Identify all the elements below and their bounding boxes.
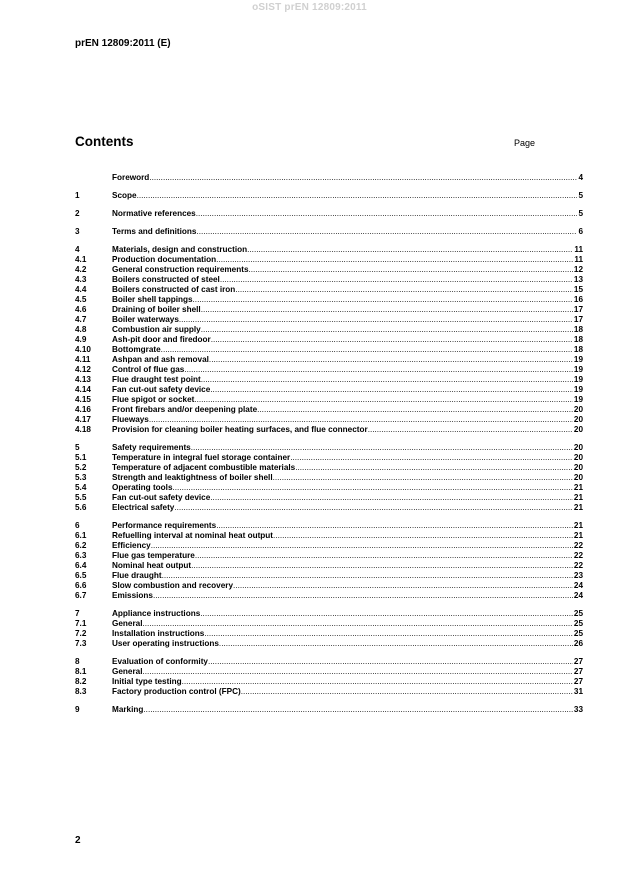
- toc-entry-title: Flue draught test point: [112, 375, 201, 384]
- watermark: oSIST prEN 12809:2011: [252, 2, 367, 13]
- toc-entry-number: 4.14: [75, 385, 91, 394]
- toc-entry-number: 4.17: [75, 415, 91, 424]
- toc-entry-page: 20: [573, 443, 583, 452]
- toc-entry-page: 18: [573, 335, 583, 344]
- toc-entry-title: Front firebars and/or deepening plate: [112, 405, 258, 414]
- toc-leader-dots: [143, 619, 573, 629]
- toc-leader-dots: [368, 425, 573, 435]
- toc-entry[interactable]: [75, 425, 583, 435]
- toc-leader-dots: [241, 687, 573, 697]
- toc-entry[interactable]: [75, 677, 583, 687]
- toc-entry-page: 19: [573, 375, 583, 384]
- toc-entry-number: 5.6: [75, 503, 87, 512]
- toc-leader-dots: [201, 325, 573, 335]
- toc-leader-dots: [209, 355, 573, 365]
- toc-entry-page: 16: [573, 295, 583, 304]
- toc-leader-dots: [204, 629, 573, 639]
- toc-entry-page: 33: [573, 705, 583, 714]
- toc-entry-number: 8: [75, 657, 80, 666]
- toc-leader-dots: [162, 571, 573, 581]
- toc-entry-page: 20: [573, 425, 583, 434]
- toc-entry-number: 3: [75, 227, 80, 236]
- toc-entry-page: 24: [573, 581, 583, 590]
- toc-entry-title: Evaluation of conformity: [112, 657, 208, 666]
- toc-entry-number: 5.3: [75, 473, 87, 482]
- toc-entry-page: 21: [573, 493, 583, 502]
- toc-leader-dots: [191, 443, 573, 453]
- table-of-contents: [75, 173, 583, 715]
- toc-entry-title: Flue gas temperature: [112, 551, 195, 560]
- toc-entry-page: 19: [573, 355, 583, 364]
- toc-leader-dots: [195, 551, 573, 561]
- toc-entry-page: 12: [573, 265, 583, 274]
- toc-entry-number: 9: [75, 705, 80, 714]
- toc-entry-title: Electrical safety: [112, 503, 175, 512]
- toc-entry[interactable]: [75, 245, 583, 255]
- toc-entry-title: Temperature of adjacent combustible materials: [112, 463, 296, 472]
- toc-entry-page: 27: [573, 657, 583, 666]
- toc-leader-dots: [149, 415, 573, 425]
- toc-entry-page: 5: [578, 209, 583, 218]
- toc-entry[interactable]: [75, 443, 583, 453]
- toc-entry-title: General: [112, 667, 143, 676]
- toc-entry-title: Factory production control (FPC): [112, 687, 241, 696]
- toc-entry[interactable]: [75, 705, 583, 715]
- toc-entry-page: 21: [573, 521, 583, 530]
- toc-entry[interactable]: [75, 335, 583, 345]
- toc-entry-page: 25: [573, 629, 583, 638]
- toc-leader-dots: [200, 609, 573, 619]
- toc-entry[interactable]: [75, 355, 583, 365]
- toc-entry-title: General: [112, 619, 143, 628]
- toc-entry-number: 6.2: [75, 541, 87, 550]
- toc-entry-page: 24: [573, 591, 583, 600]
- toc-leader-dots: [193, 295, 573, 305]
- toc-entry-number: 7.1: [75, 619, 87, 628]
- toc-entry[interactable]: [75, 561, 583, 571]
- toc-entry-title: Performance requirements: [112, 521, 217, 530]
- toc-entry[interactable]: [75, 305, 583, 315]
- toc-entry[interactable]: [75, 209, 583, 219]
- toc-entry[interactable]: [75, 255, 583, 265]
- toc-entry[interactable]: [75, 483, 583, 493]
- toc-leader-dots: [247, 245, 573, 255]
- toc-entry-title: Initial type testing: [112, 677, 182, 686]
- toc-entry-number: 4.4: [75, 285, 87, 294]
- toc-leader-dots: [216, 255, 573, 265]
- toc-leader-dots: [179, 315, 573, 325]
- toc-leader-dots: [151, 541, 573, 551]
- toc-entry-title: Normative references: [112, 209, 196, 218]
- page-number: 2: [75, 835, 81, 846]
- toc-entry-title: Boilers constructed of steel: [112, 275, 220, 284]
- toc-entry-number: 4.8: [75, 325, 87, 334]
- toc-entry-title: Temperature in integral fuel storage container: [112, 453, 291, 462]
- toc-group-gap: [75, 649, 583, 657]
- toc-entry-number: 4.12: [75, 365, 91, 374]
- toc-leader-dots: [196, 227, 577, 237]
- toc-entry[interactable]: [75, 295, 583, 305]
- page-column-label: Page: [514, 138, 536, 148]
- toc-entry-number: 4.13: [75, 375, 91, 384]
- toc-entry-title: General construction requirements: [112, 265, 249, 274]
- toc-leader-dots: [137, 191, 578, 201]
- toc-entry-page: 22: [573, 551, 583, 560]
- toc-group-gap: [75, 601, 583, 609]
- toc-group-gap: [75, 435, 583, 443]
- toc-entry-title: Marking: [112, 705, 144, 714]
- toc-entry[interactable]: [75, 531, 583, 541]
- toc-entry-title: Production documentation: [112, 255, 217, 264]
- toc-entry[interactable]: [75, 687, 583, 697]
- toc-entry-page: 25: [573, 619, 583, 628]
- toc-entry-number: 6.5: [75, 571, 87, 580]
- toc-entry[interactable]: [75, 619, 583, 629]
- toc-entry-number: 8.1: [75, 667, 87, 676]
- toc-entry[interactable]: [75, 609, 583, 619]
- toc-entry-page: 17: [573, 315, 583, 324]
- toc-entry-title: Fan cut-out safety device: [112, 493, 211, 502]
- toc-entry-page: 11: [574, 255, 583, 264]
- toc-leader-dots: [219, 639, 573, 649]
- toc-entry-number: 5.5: [75, 493, 87, 502]
- toc-entry[interactable]: [75, 325, 583, 335]
- toc-entry-number: 4.5: [75, 295, 87, 304]
- toc-entry[interactable]: [75, 493, 583, 503]
- toc-leader-dots: [295, 463, 573, 473]
- toc-entry-page: 13: [573, 275, 583, 284]
- toc-entry-page: 17: [573, 305, 583, 314]
- toc-entry[interactable]: [75, 503, 583, 513]
- toc-entry[interactable]: [75, 173, 583, 183]
- toc-entry[interactable]: [75, 657, 583, 667]
- toc-leader-dots: [194, 395, 573, 405]
- toc-entry-number: 5.2: [75, 463, 87, 472]
- toc-group-gap: [75, 183, 583, 191]
- toc-entry[interactable]: [75, 453, 583, 463]
- toc-entry-number: 6.4: [75, 561, 87, 570]
- toc-entry-number: 4.10: [75, 345, 91, 354]
- toc-entry-title: Flueways: [112, 415, 149, 424]
- toc-entry-title: Efficiency: [112, 541, 151, 550]
- toc-entry-page: 18: [573, 345, 583, 354]
- toc-entry[interactable]: [75, 395, 583, 405]
- toc-leader-dots: [235, 285, 573, 295]
- toc-leader-dots: [211, 335, 573, 345]
- toc-entry-page: 27: [573, 667, 583, 676]
- toc-entry-page: 21: [573, 503, 583, 512]
- toc-entry-title: Materials, design and construction: [112, 245, 248, 254]
- toc-entry-page: 20: [573, 415, 583, 424]
- toc-entry-number: 6.3: [75, 551, 87, 560]
- toc-entry-page: 22: [573, 541, 583, 550]
- toc-entry-title: Flue spigot or socket: [112, 395, 195, 404]
- toc-entry[interactable]: [75, 639, 583, 649]
- toc-entry-number: 6.7: [75, 591, 87, 600]
- toc-entry-page: 20: [573, 463, 583, 472]
- toc-leader-dots: [201, 375, 573, 385]
- toc-entry-number: 4: [75, 245, 80, 254]
- toc-leader-dots: [149, 173, 577, 183]
- toc-entry-number: 7.3: [75, 639, 87, 648]
- toc-entry-title: Fan cut-out safety device: [112, 385, 211, 394]
- toc-entry-title: Boilers constructed of cast iron: [112, 285, 236, 294]
- toc-entry-number: 8.2: [75, 677, 87, 686]
- toc-group-gap: [75, 513, 583, 521]
- toc-leader-dots: [143, 667, 573, 677]
- toc-entry-number: 6.1: [75, 531, 87, 540]
- toc-entry[interactable]: [75, 275, 583, 285]
- toc-group-gap: [75, 219, 583, 227]
- toc-entry-number: 4.6: [75, 305, 87, 314]
- toc-entry-number: 1: [75, 191, 80, 200]
- toc-entry-page: 21: [573, 483, 583, 492]
- toc-leader-dots: [182, 677, 573, 687]
- toc-leader-dots: [210, 493, 573, 503]
- toc-entry[interactable]: [75, 415, 583, 425]
- toc-entry-page: 19: [573, 365, 583, 374]
- toc-entry[interactable]: [75, 667, 583, 677]
- toc-entry-title: Appliance instructions: [112, 609, 201, 618]
- toc-entry-page: 19: [573, 395, 583, 404]
- toc-entry[interactable]: [75, 191, 583, 201]
- toc-entry-number: 4.1: [75, 255, 87, 264]
- toc-leader-dots: [174, 503, 573, 513]
- toc-entry-page: 6: [578, 227, 583, 236]
- toc-entry[interactable]: [75, 551, 583, 561]
- toc-entry-page: 5: [578, 191, 583, 200]
- toc-entry[interactable]: [75, 265, 583, 275]
- toc-entry[interactable]: [75, 365, 583, 375]
- toc-entry-page: 15: [573, 285, 583, 294]
- toc-entry[interactable]: [75, 629, 583, 639]
- toc-entry-page: 26: [573, 639, 583, 648]
- toc-leader-dots: [196, 209, 578, 219]
- toc-entry-page: 20: [573, 405, 583, 414]
- toc-entry-title: Ash-pit door and firedoor: [112, 335, 211, 344]
- toc-entry-page: 18: [573, 325, 583, 334]
- toc-entry-title: Flue draught: [112, 571, 162, 580]
- toc-leader-dots: [249, 265, 573, 275]
- toc-entry-title: User operating instructions: [112, 639, 219, 648]
- toc-entry[interactable]: [75, 473, 583, 483]
- toc-group-gap: [75, 201, 583, 209]
- toc-entry[interactable]: [75, 405, 583, 415]
- toc-entry-title: Safety requirements: [112, 443, 191, 452]
- toc-entry[interactable]: [75, 227, 583, 237]
- toc-leader-dots: [290, 453, 573, 463]
- toc-entry-title: Control of flue gas: [112, 365, 185, 374]
- toc-entry-number: 8.3: [75, 687, 87, 696]
- toc-entry-number: 5.4: [75, 483, 87, 492]
- toc-leader-dots: [220, 275, 573, 285]
- toc-entry[interactable]: [75, 581, 583, 591]
- toc-entry-page: 27: [573, 677, 583, 686]
- toc-entry-page: 11: [574, 245, 583, 254]
- toc-entry-number: 4.7: [75, 315, 87, 324]
- toc-entry-title: Combustion air supply: [112, 325, 201, 334]
- toc-entry[interactable]: [75, 463, 583, 473]
- toc-entry[interactable]: [75, 345, 583, 355]
- toc-entry[interactable]: [75, 285, 583, 295]
- toc-group-gap: [75, 697, 583, 705]
- toc-entry[interactable]: [75, 571, 583, 581]
- toc-entry-number: 4.11: [75, 355, 91, 364]
- toc-entry-title: Provision for cleaning boiler heating surfaces, and flue connector: [112, 425, 368, 434]
- toc-entry-page: 20: [573, 473, 583, 482]
- toc-entry-number: 4.15: [75, 395, 91, 404]
- toc-leader-dots: [201, 305, 573, 315]
- toc-leader-dots: [233, 581, 573, 591]
- toc-leader-dots: [208, 657, 573, 667]
- toc-entry-title: Emissions: [112, 591, 153, 600]
- toc-entry-title: Draining of boiler shell: [112, 305, 201, 314]
- toc-entry-title: Terms and definitions: [112, 227, 197, 236]
- toc-entry-number: 4.16: [75, 405, 91, 414]
- toc-entry-title: Nominal heat output: [112, 561, 192, 570]
- toc-entry-page: 21: [573, 531, 583, 540]
- toc-entry-page: 4: [578, 173, 583, 182]
- toc-entry[interactable]: [75, 315, 583, 325]
- toc-entry-page: 19: [573, 385, 583, 394]
- toc-entry-title: Scope: [112, 191, 137, 200]
- toc-leader-dots: [210, 385, 573, 395]
- toc-entry-number: 4.2: [75, 265, 87, 274]
- toc-entry-number: 4.9: [75, 335, 87, 344]
- toc-leader-dots: [191, 561, 573, 571]
- toc-entry[interactable]: [75, 521, 583, 531]
- toc-entry-number: 6: [75, 521, 80, 530]
- toc-entry-number: 7.2: [75, 629, 87, 638]
- toc-entry-page: 25: [573, 609, 583, 618]
- toc-leader-dots: [153, 591, 573, 601]
- toc-leader-dots: [273, 473, 573, 483]
- toc-entry-page: 20: [573, 453, 583, 462]
- toc-entry-number: 4.3: [75, 275, 87, 284]
- toc-leader-dots: [161, 345, 573, 355]
- toc-leader-dots: [143, 705, 572, 715]
- toc-entry-page: 23: [573, 571, 583, 580]
- toc-entry[interactable]: [75, 375, 583, 385]
- toc-entry-number: 2: [75, 209, 80, 218]
- toc-entry-title: Strength and leaktightness of boiler shell: [112, 473, 273, 482]
- toc-leader-dots: [184, 365, 573, 375]
- toc-entry[interactable]: [75, 385, 583, 395]
- toc-entry[interactable]: [75, 591, 583, 601]
- toc-entry-title: Ashpan and ash removal: [112, 355, 209, 364]
- toc-entry-title: Boiler waterways: [112, 315, 179, 324]
- toc-leader-dots: [173, 483, 573, 493]
- toc-leader-dots: [257, 405, 573, 415]
- toc-entry-title: Boiler shell tappings: [112, 295, 193, 304]
- toc-leader-dots: [216, 521, 573, 531]
- toc-entry-page: 22: [573, 561, 583, 570]
- toc-entry-title: Refuelling interval at nominal heat output: [112, 531, 274, 540]
- toc-entry[interactable]: [75, 541, 583, 551]
- toc-entry-number: 4.18: [75, 425, 91, 434]
- document-id: prEN 12809:2011 (E): [75, 38, 171, 49]
- toc-group-gap: [75, 237, 583, 245]
- toc-entry-page: 31: [573, 687, 583, 696]
- contents-heading: Contents: [75, 134, 134, 149]
- toc-entry-title: Operating tools: [112, 483, 173, 492]
- toc-leader-dots: [273, 531, 573, 541]
- toc-entry-title: Installation instructions: [112, 629, 205, 638]
- toc-entry-number: 7: [75, 609, 80, 618]
- toc-entry-number: 5.1: [75, 453, 87, 462]
- toc-entry-number: 6.6: [75, 581, 87, 590]
- toc-entry-title: Slow combustion and recovery: [112, 581, 234, 590]
- toc-entry-title: Foreword: [112, 173, 150, 182]
- toc-entry-title: Bottomgrate: [112, 345, 161, 354]
- toc-entry-number: 5: [75, 443, 80, 452]
